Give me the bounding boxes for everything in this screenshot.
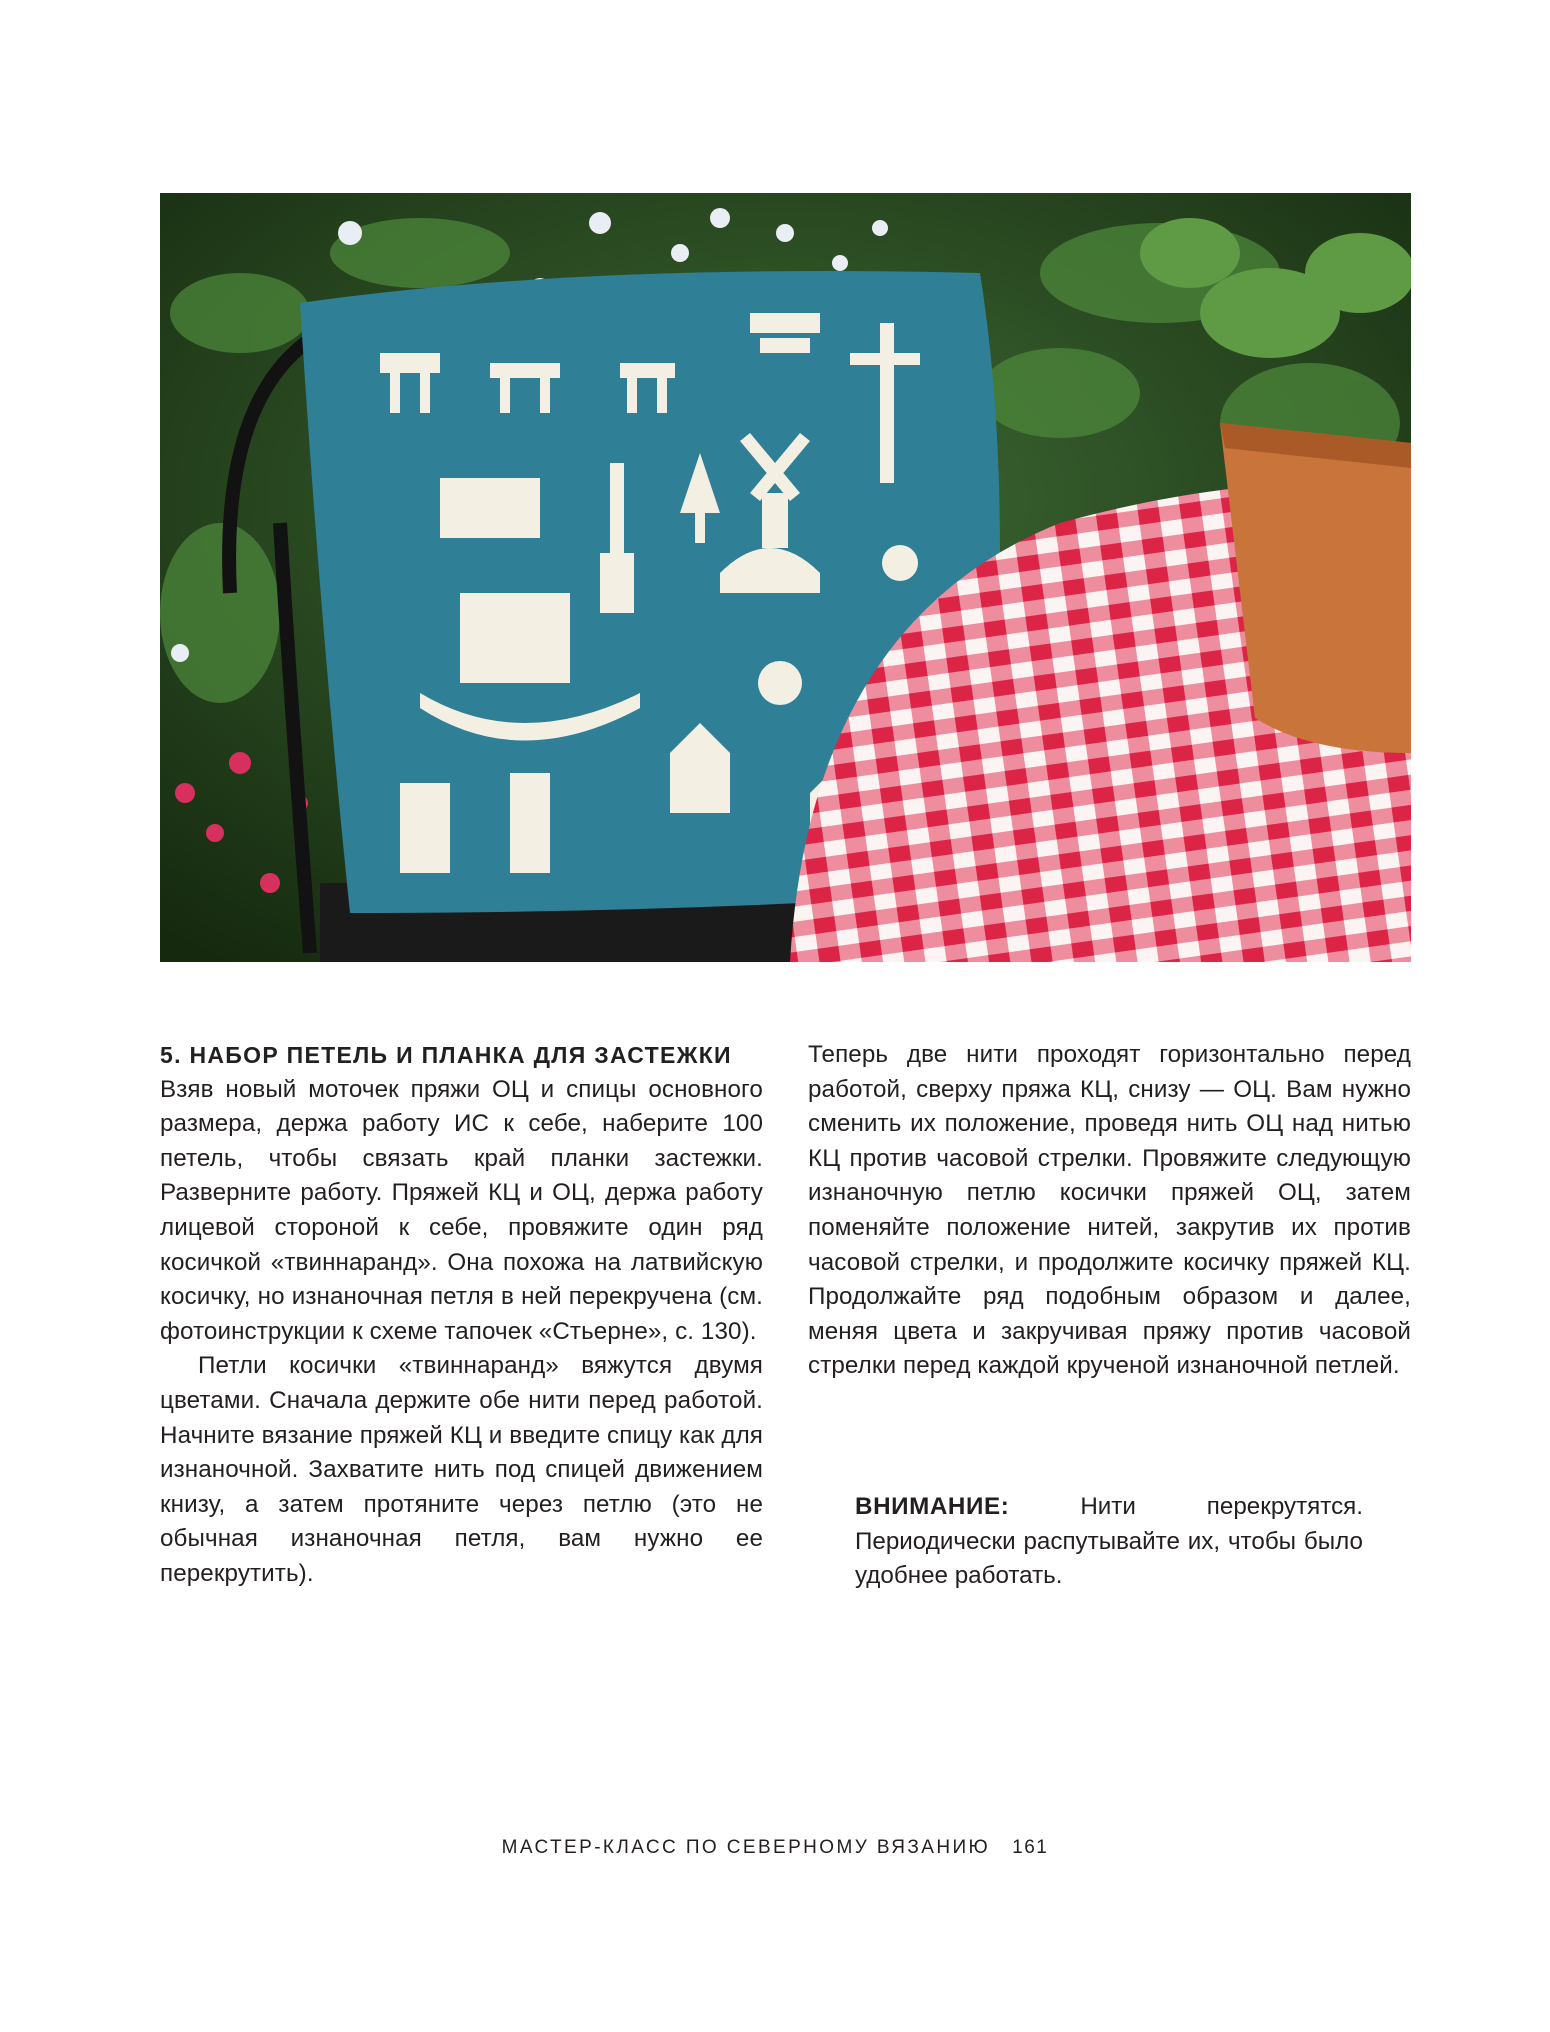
page-footer — [0, 1837, 1550, 1859]
attention-label: ВНИМАНИЕ: — [855, 1493, 1010, 1520]
right-paragraph-1: Теперь две нити проходят горизонтально перед работой, сверху пряжа КЦ, снизу — ОЦ. Вам нужно сменить их положение, проведя нить ОЦ над нитью КЦ против часовой стрелки. Провяжите следующую изнаночную петлю косички пряжей ОЦ, затем поменяйте положение нитей, закрутив их против часовой стрелки, и продолжите косичку пряжей КЦ. Продолжайте ряд подобным образом и далее, меняя цвета и закручивая пряжу против часовой стрелки перед каждой крученой изнаночной петлей. — [808, 1041, 1411, 1380]
left-paragraph-2: Петли косички «твиннаранд» вяжутся двумя цветами. Сначала держите обе нити перед работой. Начните вязание пряжей КЦ и введите спицу как для изнаночной. Захватите нить под спицей движением книзу, а затем протяните через петлю (это не обычная изнаночная петля, вам нужно ее перекрутить). — [160, 1352, 763, 1587]
page-number: 161 — [1012, 1837, 1049, 1858]
photo-knitted-pillow-icon — [160, 193, 1411, 962]
footer-title: МАСТЕР-КЛАСС ПО СЕВЕРНОМУ ВЯЗАНИЮ — [501, 1837, 991, 1858]
left-paragraph-1: Взяв новый моточек пряжи ОЦ и спицы основного размера, держа работу ИС к себе, наберите 100 петель, чтобы связать край планки застежки. Разверните работу. Пряжей КЦ и ОЦ, держа работу лицевой стороной к себе, провяжите один ряд косичкой «твиннаранд». Она похожа на латвийскую косичку, но изнаночная петля в ней перекручена (см. фотоинструкции к схеме тапочек «Стьерне», с. 130). — [160, 1075, 763, 1345]
attention-text: Нити перекрутятся. Периодически распутывайте их, чтобы было удобнее работать. — [855, 1493, 1363, 1590]
right-column — [808, 1038, 1411, 1384]
left-column — [160, 1038, 763, 1592]
photo-knitted-pillow — [160, 193, 1411, 962]
attention-note — [855, 1490, 1363, 1594]
section-heading: 5. НАБОР ПЕТЕЛЬ И ПЛАНКА ДЛЯ ЗАСТЕЖКИ — [160, 1042, 732, 1068]
